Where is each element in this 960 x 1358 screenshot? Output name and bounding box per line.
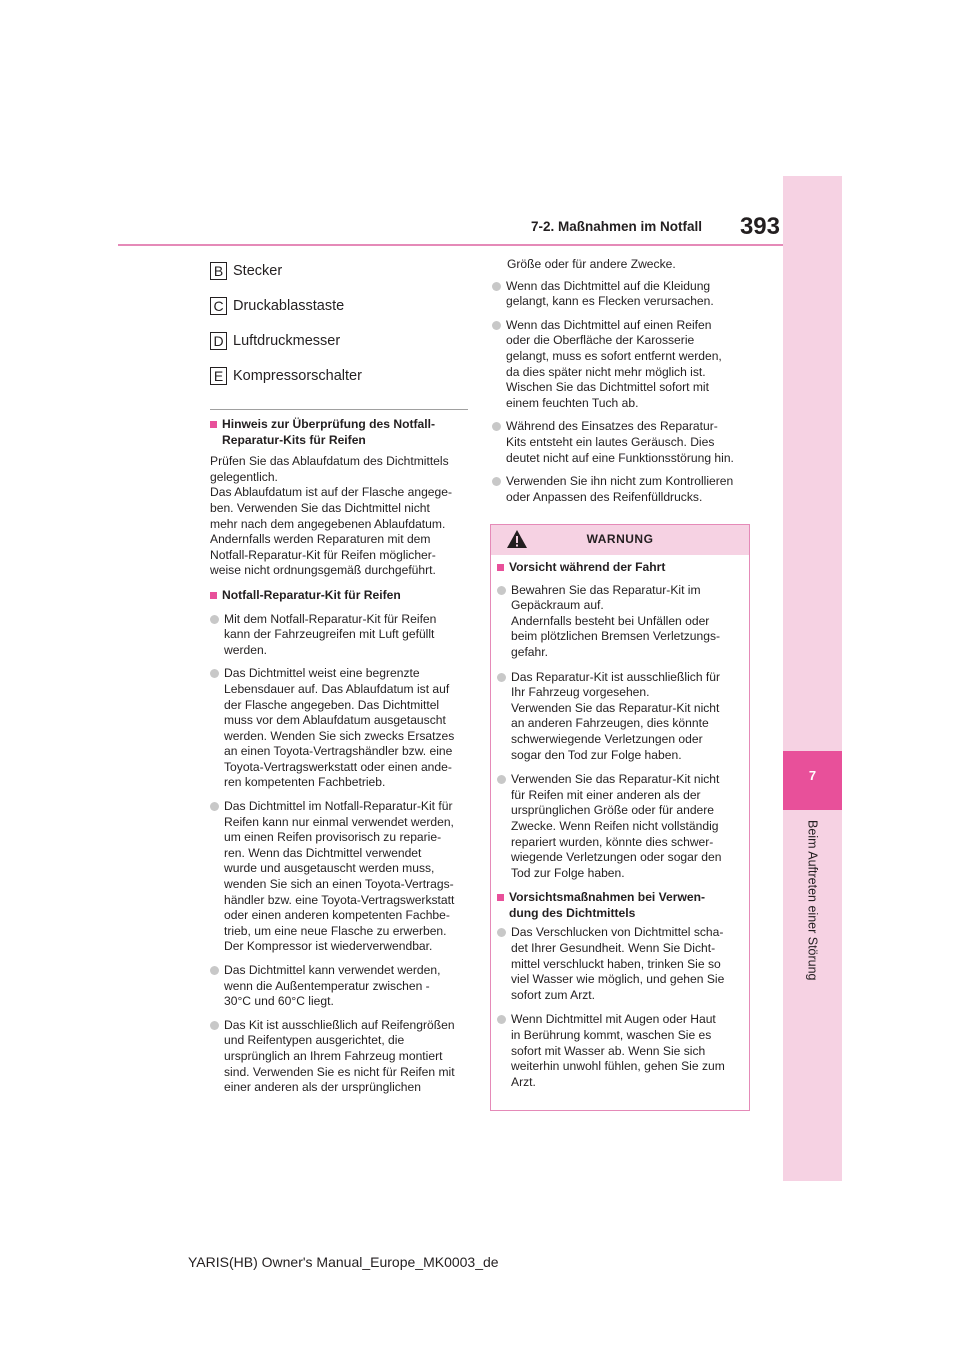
list-item [497, 1012, 747, 1090]
circle-bullet-icon [210, 966, 219, 975]
section-title: 7-2. Maßnahmen im Notfall [530, 219, 702, 234]
header-divider [118, 244, 783, 246]
list-item-text: Verwenden Sie ihn nicht zum Kontrollieren oder Anpassen des Reifenfülldrucks. [506, 474, 734, 504]
square-bullet-icon [210, 592, 217, 599]
list-item [492, 279, 754, 310]
list-item [210, 963, 472, 1010]
warning-content [497, 560, 747, 1090]
section-divider [210, 409, 468, 410]
warning-heading [497, 890, 747, 921]
list-item-text: Während des Einsatzes des Reparatur- Kits entsteht ein lautes Geräusch. Dies deutet nicht auf eine Funktionsstörung hin. [506, 419, 734, 465]
circle-bullet-icon [492, 321, 501, 330]
chapter-number: 7 [808, 768, 817, 783]
square-bullet-icon [497, 564, 504, 571]
legend-item-c [210, 296, 344, 316]
legend-label: Stecker [233, 263, 283, 279]
list-item [492, 318, 754, 412]
list-item [492, 419, 754, 466]
circle-bullet-icon [497, 928, 506, 937]
list-item [497, 583, 747, 661]
legend-item-d [210, 331, 340, 351]
paragraph: Prüfen Sie das Ablaufdatum des Dichtmittels gelegentlich. Das Ablaufdatum ist auf der Flasche angege- ben. Verwenden Sie das Dichtmittel nicht mehr nach dem angegebenen Ablaufdatum. Andernfalls werden Reparaturen mit dem Notfall-Reparatur-Kit für Reifen möglicher- weise nicht ordnungsgemäß durchgeführt. [210, 454, 453, 578]
list-item [497, 670, 747, 764]
circle-bullet-icon [497, 1015, 506, 1024]
legend-letter-box: C [210, 297, 227, 315]
list-item [492, 474, 754, 505]
list-item [497, 772, 747, 881]
circle-bullet-icon [497, 775, 506, 784]
right-column [492, 257, 754, 505]
list-item [210, 612, 472, 659]
legend-label: Kompressorschalter [233, 368, 362, 384]
circle-bullet-icon [210, 802, 219, 811]
heading-text: Vorsichtsmaßnahmen bei Verwen- dung des Dichtmittels [509, 890, 706, 920]
circle-bullet-icon [497, 586, 506, 595]
heading-text: Notfall-Reparatur-Kit für Reifen [222, 587, 401, 602]
circle-bullet-icon [497, 673, 506, 682]
list-item-text: Das Reparatur-Kit ist ausschließlich für Ihr Fahrzeug vorgesehen. Verwenden Sie das Reparatur-Kit nicht an anderen Fahrzeugen, dies könnte schwerwiegende Verletzungen oder sogar den Tod zur Folge haben. [511, 669, 721, 762]
list-item [497, 925, 747, 1003]
footer-manual-id: YARIS(HB) Owner's Manual_Europe_MK0003_de [188, 1254, 499, 1270]
list-item-text: Das Dichtmittel im Notfall-Reparatur-Kit für Reifen kann nur einmal verwendet werden, um einen Reifen provisorisch zu reparie- ren. Wenn das Dichtmittel verwendet wurde und ausgetauscht werden muss, wenden Sie sich an einen Toyota-Vertrags- händler bzw. eine Toyota-Vertragswerkstatt oder einen anderen kompetenten Fachbe- trieb, um eine neue Flasche zu erwerben. Der Kompressor ist wiederverwendbar. [224, 799, 455, 954]
list-item [210, 799, 472, 955]
continued-text: Größe oder für andere Zwecke. [507, 257, 676, 271]
list-item-text: Wenn das Dichtmittel auf einen Reifen oder die Oberfläche der Karosserie gelangt, muss es sofort entfernt werden, da dies später nicht mehr möglich ist. Wischen Sie das Dichtmittel sofort mit einem feuchten Tuch ab. [506, 317, 722, 410]
circle-bullet-icon [210, 615, 219, 624]
chapter-title [783, 820, 842, 1050]
circle-bullet-icon [492, 282, 501, 291]
warning-title: WARNUNG [586, 532, 654, 546]
square-bullet-icon [210, 421, 217, 428]
square-bullet-icon [497, 894, 504, 901]
section-heading [210, 417, 472, 448]
warning-heading [497, 560, 747, 576]
legend-letter-box: D [210, 332, 227, 350]
list-item-text: Bewahren Sie das Reparatur-Kit im Gepäckraum auf. Andernfalls besteht bei Unfällen oder beim plötzlichen Bremsen Verletzungs- gefahr. [511, 582, 721, 659]
legend-label: Luftdruckmesser [233, 333, 341, 349]
list-item-text: Mit dem Notfall-Reparatur-Kit für Reifen kann der Fahrzeugreifen mit Luft gefüllt werden. [224, 611, 437, 657]
legend-letter-box: E [210, 367, 227, 385]
legend-item-b [210, 261, 282, 281]
circle-bullet-icon [492, 422, 501, 431]
circle-bullet-icon [210, 1021, 219, 1030]
list-item-text: Verwenden Sie das Reparatur-Kit nicht für Reifen mit einer anderen als der ursprünglichen Größe oder für andere Zwecke. Wenn Reifen nicht vollständig repariert wurden, könnte dies schwer- wiegende Verletzungen oder sogar den Tod zur Folge haben. [511, 772, 722, 880]
legend-letter-box: B [210, 262, 227, 280]
list-item-text: Wenn das Dichtmittel auf die Kleidung gelangt, kann es Flecken verursachen. [506, 278, 714, 309]
legend-label: Druckablasstaste [233, 298, 345, 314]
heading-text: Hinweis zur Überprüfung des Notfall- Reparatur-Kits für Reifen [222, 417, 435, 447]
list-item-text: Das Dichtmittel kann verwendet werden, wenn die Außentemperatur zwischen - 30°C und 60°C liegt. [224, 963, 441, 1009]
page-number: 393 [739, 213, 780, 240]
list-item-text: Das Verschlucken von Dichtmittel scha- det Ihrer Gesundheit. Wenn Sie Dicht- mittel verschluckt haben, trinken Sie so viel Wasser wie möglich, und gehen Sie sofort zum Arzt. [511, 925, 725, 1002]
chapter-title-text: Beim Auftreten einer Störung [805, 820, 820, 981]
left-column [210, 417, 472, 1096]
legend-item-e [210, 366, 362, 386]
list-item [210, 666, 472, 791]
circle-bullet-icon [492, 477, 501, 486]
list-item-text: Das Dichtmittel weist eine begrenzte Lebensdauer auf. Das Ablaufdatum ist auf der Flasche angegeben. Das Dichtmittel muss vor dem Ablaufdatum ausgetauscht werden. Wenden Sie sich zwecks Ersatzes an einen Toyota-Vertragshändler bzw. eine Toyota-Vertragswerkstatt oder einen ande- ren kompetenten Fachbetrieb. [224, 666, 455, 790]
heading-text: Vorsicht während der Fahrt [509, 560, 666, 574]
list-item-text: Wenn Dichtmittel mit Augen oder Haut in Berührung kommt, waschen Sie es sofort mit Wasser ab. Wenn Sie sich weiterhin unwohl fühlen, gehen Sie zum Arzt. [511, 1012, 725, 1089]
list-item-text: Das Kit ist ausschließlich auf Reifengrößen und Reifentypen ausgerichtet, die ursprünglich an Ihrem Fahrzeug montiert sind. Verwenden Sie es nicht für Reifen mit einer anderen als der ursprünglichen [224, 1017, 455, 1095]
circle-bullet-icon [210, 669, 219, 678]
list-item [210, 1018, 472, 1096]
section-heading [210, 588, 472, 604]
